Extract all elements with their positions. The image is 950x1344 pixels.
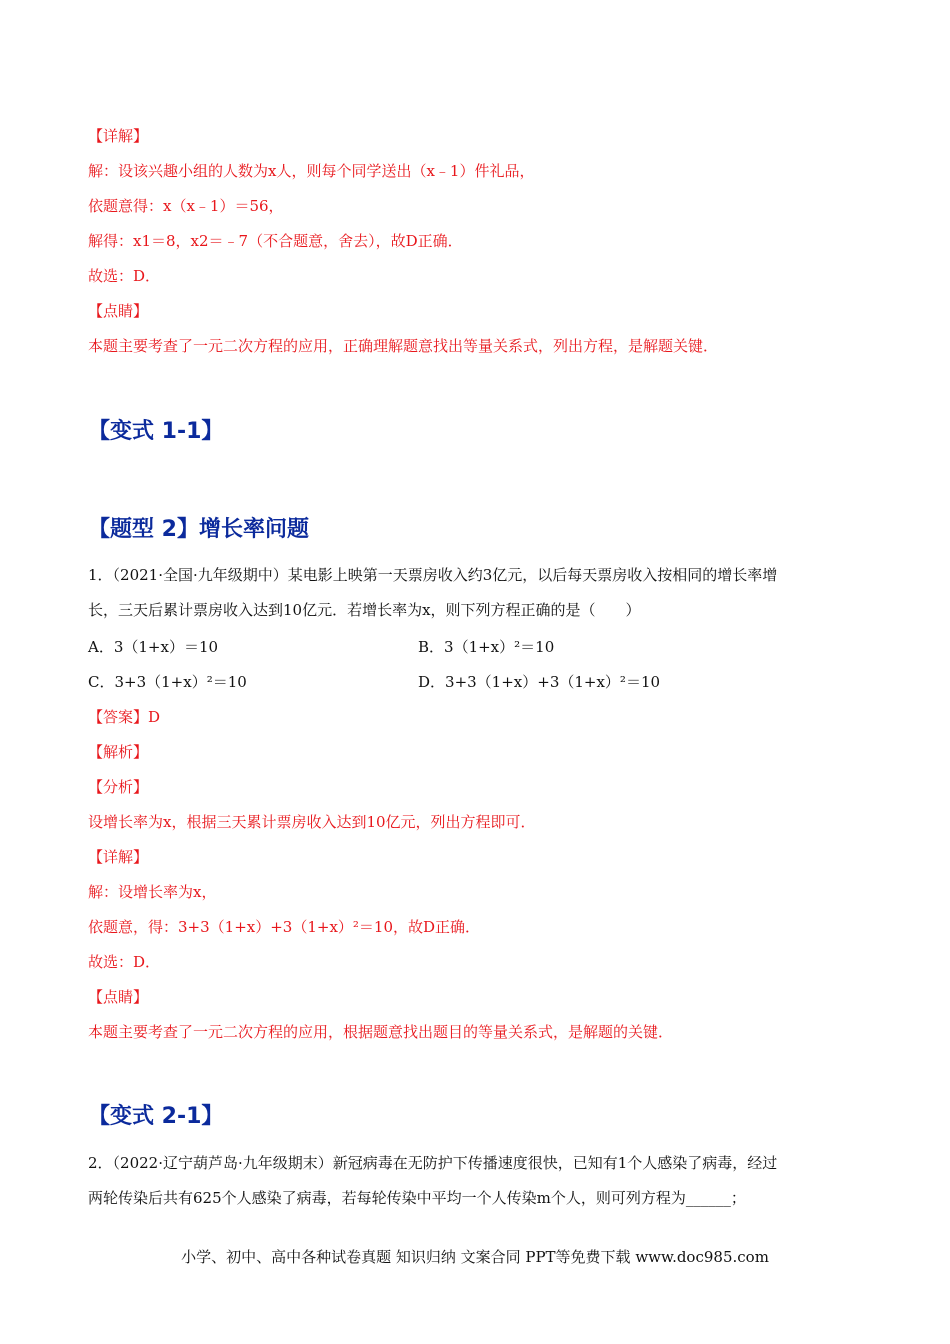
question-1-line-1: 1．（2021·全国·九年级期中）某电影上映第一天票房收入约3亿元，以后每天票房收入按相同的增长率增 — [88, 566, 778, 584]
question-2-line-1: 2．（2022·辽宁葫芦岛·九年级期末）新冠病毒在无防护下传播速度很快，已知有1个人感染了病毒，经过 — [88, 1154, 778, 1172]
q1-detail-line-1: 解：设增长率为x， — [88, 883, 217, 901]
detail-line-1: 解：设该兴趣小组的人数为x人，则每个同学送出（x﹣1）件礼品， — [88, 162, 535, 180]
variant-heading-1-1: 【变式 1-1】 — [88, 419, 224, 444]
detail-line-4: 故选：D． — [88, 267, 161, 285]
answer: 【答案】D — [88, 708, 161, 726]
q1-comment-label: 【点睛】 — [88, 988, 149, 1006]
question-1-text — [88, 558, 863, 628]
detail-label: 【详解】 — [88, 127, 149, 145]
option-d: D．3+3（1+x）+3（1+x）²＝10 — [418, 673, 661, 691]
page-footer: 小学、初中、高中各种试卷真题 知识归纳 文案合同 PPT等免费下载 www.doc985.com — [181, 1248, 769, 1266]
q1-detail-line-2: 依题意，得：3+3（1+x）+3（1+x）²＝10，故D正确． — [88, 918, 481, 936]
q1-detail-label: 【详解】 — [88, 848, 149, 866]
question-2-line-2: 两轮传染后共有625个人感染了病毒，若每轮传染中平均一个人传染m个人，则可列方程为______； — [88, 1189, 746, 1207]
detail-line-3: 解得：x1＝8，x2＝﹣7（不合题意，舍去），故D正确． — [88, 232, 463, 250]
question-1-line-2: 长，三天后累计票房收入达到10亿元．若增长率为x，则下列方程正确的是（ ） — [88, 601, 641, 619]
detail-line-2: 依题意得：x（x﹣1）＝56， — [88, 197, 284, 215]
q1-detail-line-3: 故选：D． — [88, 953, 161, 971]
q1-comment-text: 本题主要考查了一元二次方程的应用，根据题意找出题目的等量关系式，是解题的关键． — [88, 1023, 674, 1041]
analysis-label: 【解析】 — [88, 743, 149, 761]
fenxi-label: 【分析】 — [88, 778, 149, 796]
question-2-text — [88, 1146, 863, 1216]
option-a: A．3（1+x）＝10 — [88, 638, 219, 656]
option-c: C．3+3（1+x）²＝10 — [88, 673, 247, 691]
fenxi-text: 设增长率为x，根据三天累计票房收入达到10亿元，列出方程即可． — [88, 813, 536, 831]
variant-heading-2-1: 【变式 2-1】 — [88, 1104, 224, 1129]
option-b: B．3（1+x）²＝10 — [418, 638, 555, 656]
comment-label: 【点睛】 — [88, 302, 149, 320]
comment-text: 本题主要考查了一元二次方程的应用，正确理解题意找出等量关系式，列出方程，是解题关键． — [88, 337, 719, 355]
type2-heading: 【题型 2】增长率问题 — [88, 517, 309, 542]
